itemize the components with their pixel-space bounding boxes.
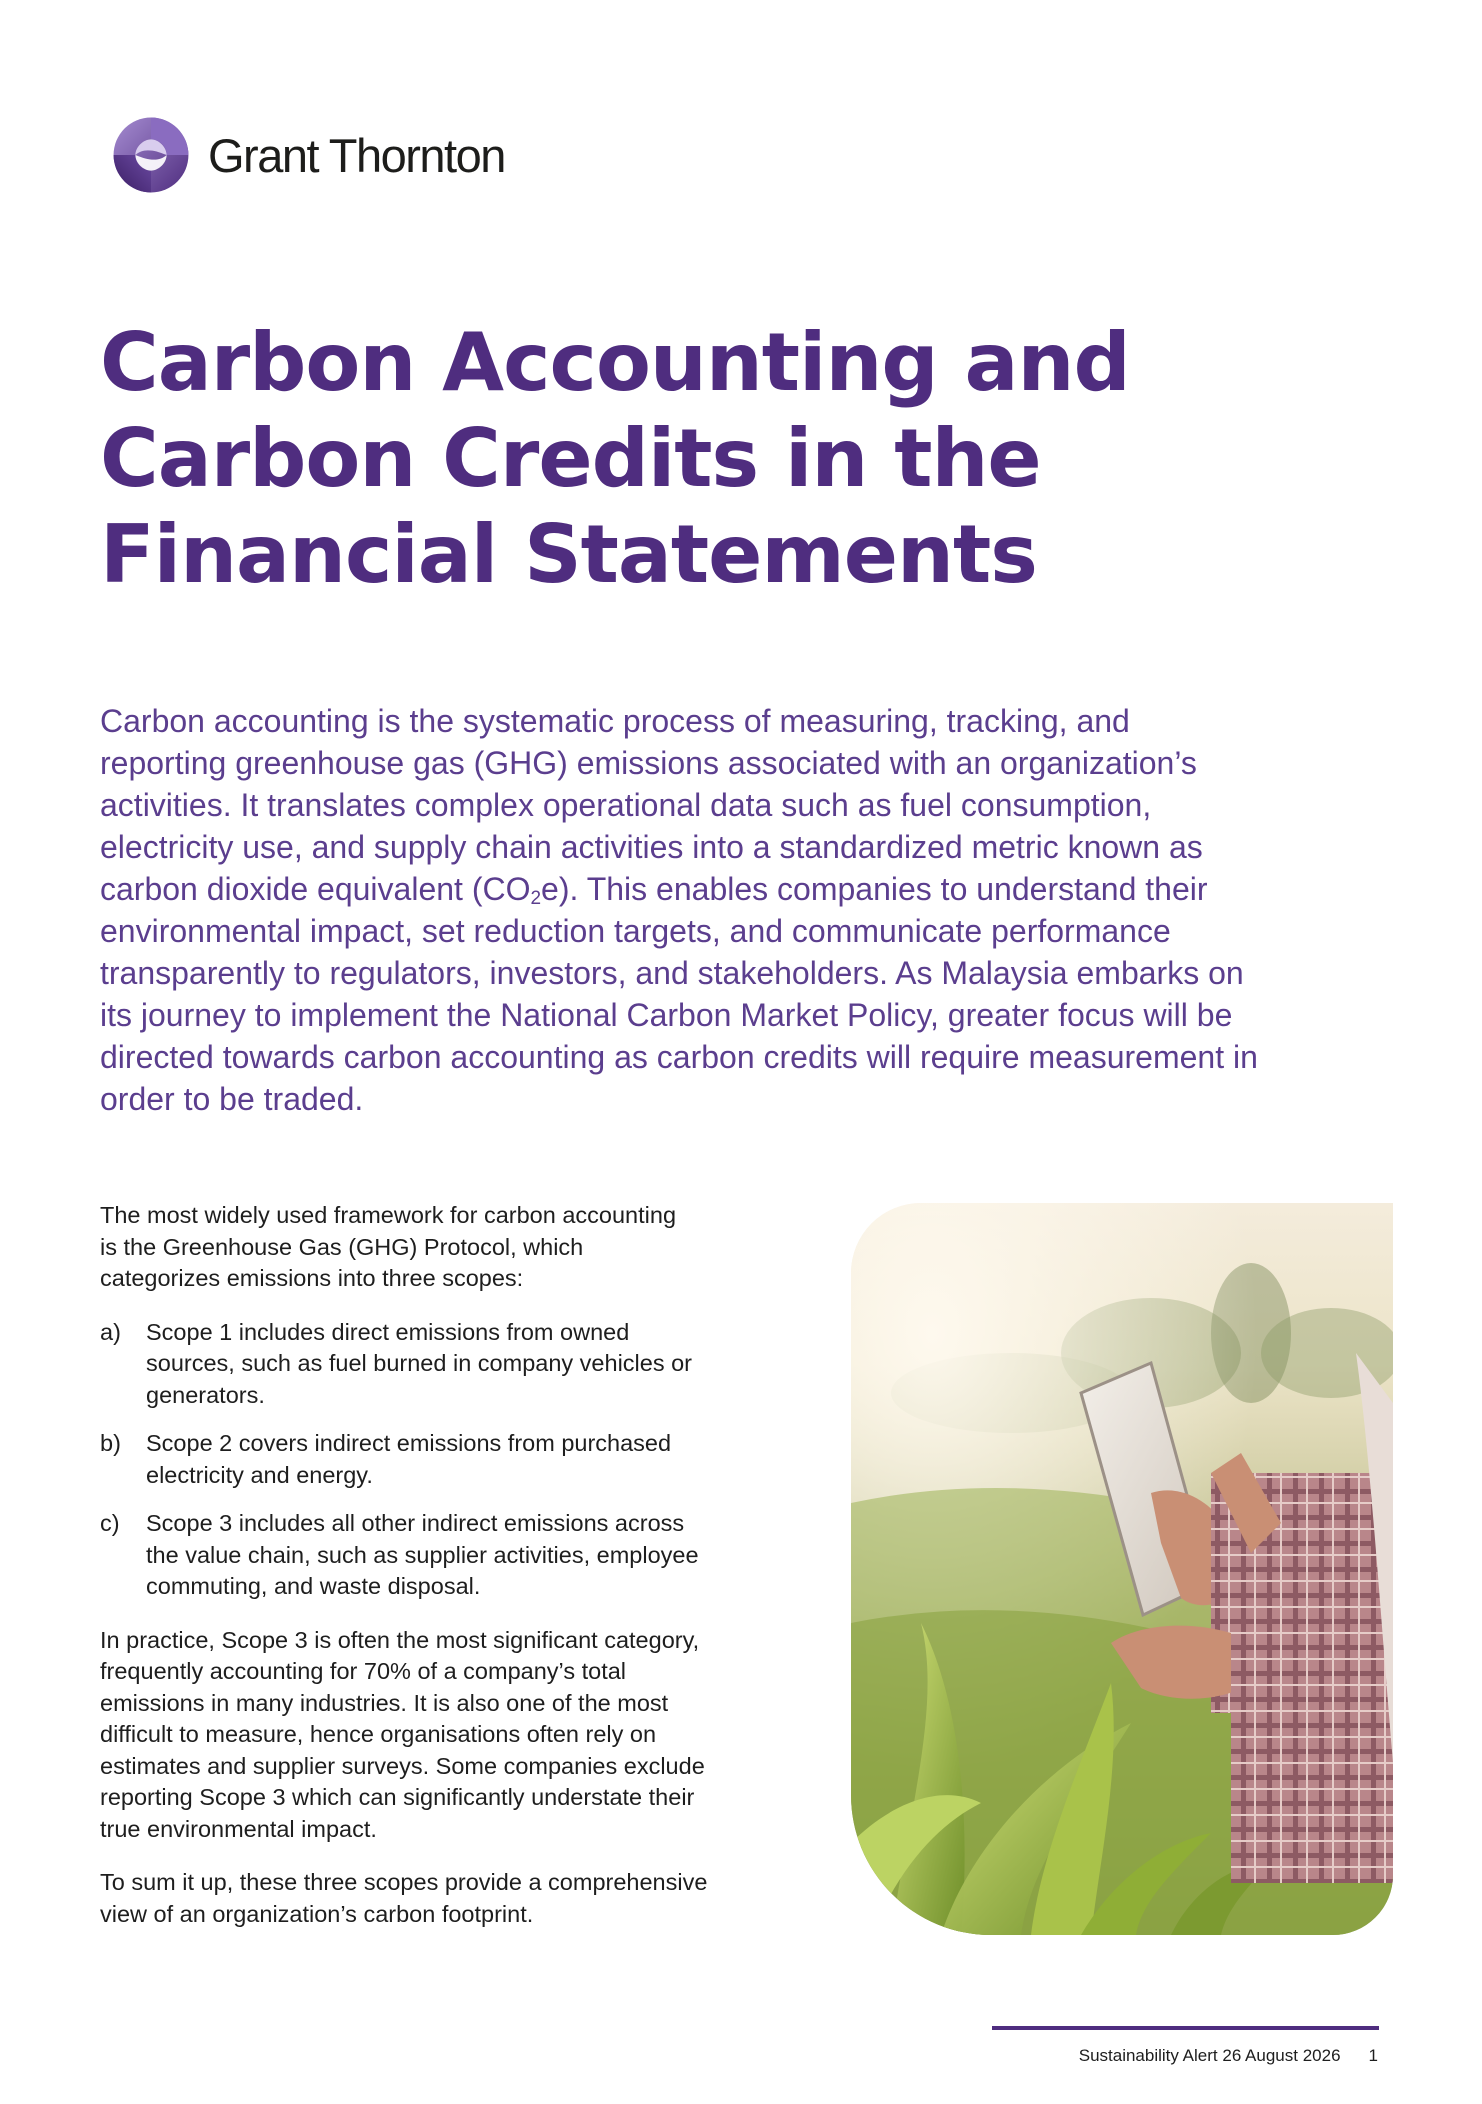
body-line: frequently accounting for 70% of a company’s total bbox=[100, 1658, 627, 1684]
list-marker: b) bbox=[100, 1430, 121, 1456]
scope-text bbox=[146, 1317, 800, 1412]
body-column bbox=[100, 1200, 800, 1952]
intro-line: reporting greenhouse gas (GHG) emissions associated with an organization’s bbox=[100, 745, 1197, 781]
practice-paragraph bbox=[100, 1625, 800, 1846]
page-title bbox=[100, 315, 1300, 603]
body-line: Scope 1 includes direct emissions from owned bbox=[146, 1318, 630, 1345]
body-line: generators. bbox=[146, 1381, 265, 1408]
body-line: commuting, and waste disposal. bbox=[146, 1573, 481, 1599]
body-line: view of an organization’s carbon footprint. bbox=[100, 1900, 534, 1927]
scope-item-3 bbox=[100, 1508, 800, 1603]
page-number: 1 bbox=[1368, 2046, 1378, 2065]
intro-line: activities. It translates complex operational data such as fuel consumption, bbox=[100, 787, 1152, 823]
logo-wordmark: Grant Thornton bbox=[208, 128, 505, 182]
body-line: categorizes emissions into three scopes: bbox=[100, 1265, 524, 1291]
page-footer bbox=[1079, 2046, 1378, 2066]
body-line: Scope 2 covers indirect emissions from purchased bbox=[146, 1430, 672, 1456]
co2-before: carbon dioxide equivalent (CO bbox=[100, 871, 531, 907]
field-photo-illustration bbox=[851, 1203, 1393, 1935]
title-line: Carbon Credits in the bbox=[100, 412, 1041, 505]
title-line: Carbon Accounting and bbox=[100, 316, 1130, 409]
body-line: The most widely used framework for carbon accounting bbox=[100, 1202, 677, 1228]
body-line: the value chain, such as supplier activities, employee bbox=[146, 1541, 699, 1568]
list-marker: a) bbox=[100, 1318, 121, 1345]
intro-line: transparently to regulators, investors, and stakeholders. As Malaysia embarks on bbox=[100, 955, 1244, 991]
title-line: Financial Statements bbox=[100, 508, 1037, 601]
body-line: emissions in many industries. It is also one of the most bbox=[100, 1689, 669, 1716]
intro-line: directed towards carbon accounting as carbon credits will require measurement in bbox=[100, 1039, 1258, 1075]
intro-line: environmental impact, set reduction targets, and communicate performance bbox=[100, 913, 1171, 949]
footer-rule bbox=[992, 2026, 1379, 2030]
summary-paragraph bbox=[100, 1867, 800, 1930]
body-line: is the Greenhouse Gas (GHG) Protocol, which bbox=[100, 1233, 584, 1260]
scope-list bbox=[100, 1317, 800, 1603]
brand-logo bbox=[112, 115, 505, 195]
intro-line: order to be traded. bbox=[100, 1081, 364, 1117]
body-line: sources, such as fuel burned in company vehicles or bbox=[146, 1350, 693, 1376]
footer-label: Sustainability Alert 26 August 2026 bbox=[1078, 2046, 1341, 2065]
body-line: Scope 3 includes all other indirect emissions across bbox=[146, 1510, 685, 1536]
scope-item-2 bbox=[100, 1428, 800, 1491]
co2-subscript: 2 bbox=[530, 888, 542, 909]
body-line: difficult to measure, hence organisations often rely on bbox=[100, 1721, 657, 1747]
body-line: true environmental impact. bbox=[100, 1815, 377, 1842]
intro-line-co2 bbox=[100, 868, 1400, 910]
framework-paragraph bbox=[100, 1200, 800, 1295]
body-line: To sum it up, these three scopes provide a comprehensive bbox=[100, 1869, 708, 1895]
body-line: reporting Scope 3 which can significantly understate their bbox=[100, 1784, 695, 1810]
intro-line: Carbon accounting is the systematic process of measuring, tracking, and bbox=[100, 703, 1130, 739]
body-line: estimates and supplier surveys. Some companies exclude bbox=[100, 1752, 705, 1779]
scope-item-1 bbox=[100, 1317, 800, 1412]
intro-line: electricity use, and supply chain activities into a standardized metric known as bbox=[100, 829, 1203, 865]
field-photo bbox=[851, 1203, 1393, 1935]
scope-text bbox=[146, 1428, 800, 1491]
co2-after: e). This enables companies to understand their bbox=[541, 871, 1208, 907]
body-line: electricity and energy. bbox=[146, 1461, 373, 1488]
list-marker: c) bbox=[100, 1510, 120, 1536]
grant-thornton-logo-icon bbox=[112, 116, 190, 194]
intro-paragraph bbox=[100, 700, 1400, 1120]
scope-text bbox=[146, 1508, 800, 1603]
body-line: In practice, Scope 3 is often the most significant category, bbox=[100, 1626, 700, 1653]
intro-line: its journey to implement the National Carbon Market Policy, greater focus will be bbox=[100, 997, 1233, 1033]
